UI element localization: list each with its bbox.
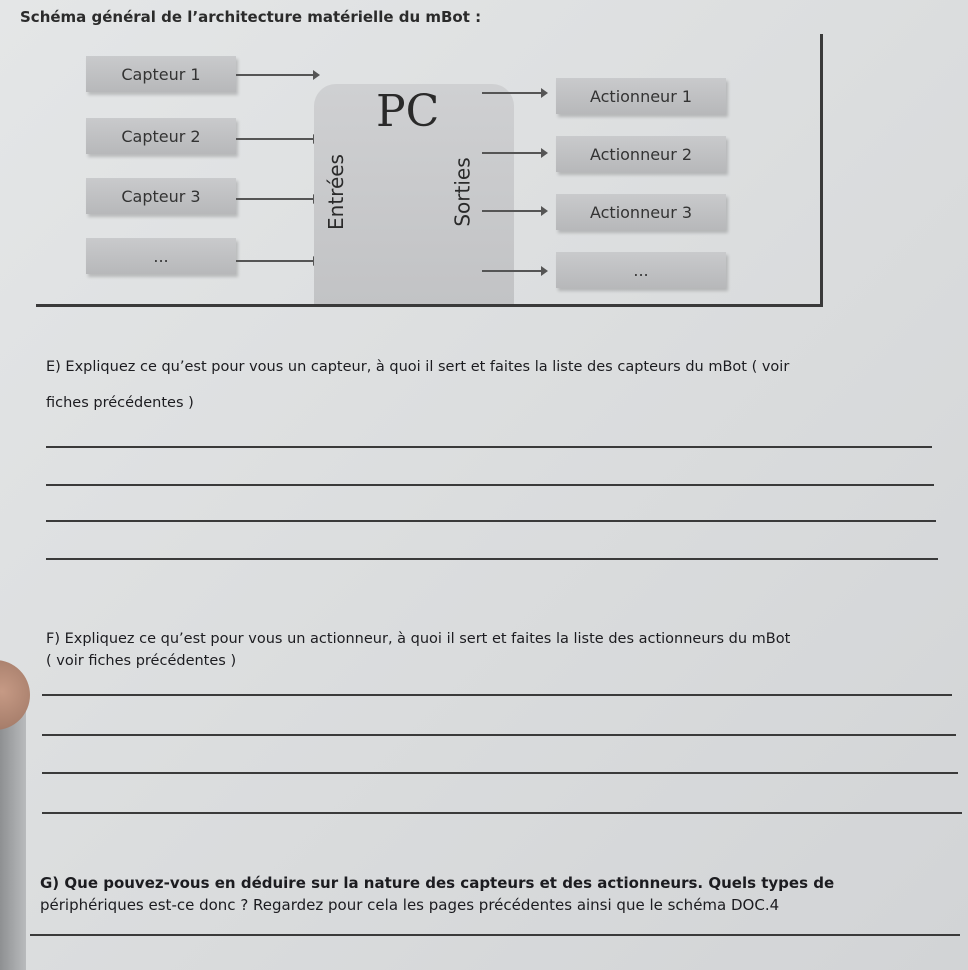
answer-line-e-4[interactable] [46, 558, 938, 560]
answer-line-f-3[interactable] [42, 772, 958, 774]
underlying-sheet-edge [0, 690, 26, 970]
output-arrow-3 [482, 210, 546, 212]
answer-line-f-1[interactable] [42, 694, 952, 696]
architecture-diagram [36, 34, 823, 307]
output-arrow-2 [482, 152, 546, 154]
output-arrow-4 [482, 270, 546, 272]
pc-label: PC [376, 86, 440, 137]
input-arrow-2 [236, 138, 318, 140]
inputs-label: Entrées [323, 154, 348, 230]
answer-line-e-1[interactable] [46, 446, 932, 448]
input-box-2: Capteur 2 [86, 118, 236, 154]
output-box-3: Actionneur 3 [556, 194, 726, 230]
question-g [40, 872, 834, 916]
output-box-1: Actionneur 1 [556, 78, 726, 114]
output-box-4: ... [556, 252, 726, 288]
diagram-title: Schéma général de l’architecture matérielle du mBot : [20, 8, 482, 26]
question-g-line-1: G) Que pouvez-vous en déduire sur la nature des capteurs et des actionneurs. Quels types de [40, 874, 835, 892]
input-box-4: ... [86, 238, 236, 274]
answer-line-f-4[interactable] [42, 812, 962, 814]
input-arrow-1 [236, 74, 318, 76]
answer-line-e-3[interactable] [46, 520, 936, 522]
output-box-2: Actionneur 2 [556, 136, 726, 172]
input-arrow-4 [236, 260, 318, 262]
question-f-line-2: ( voir fiches précédentes ) [46, 653, 237, 669]
answer-line-e-2[interactable] [46, 484, 934, 486]
question-e-line-1: E) Expliquez ce qu’est pour vous un capteur, à quoi il sert et faites la liste des capteurs du mBot ( voir [46, 359, 790, 375]
input-arrow-3 [236, 198, 318, 200]
output-arrow-1 [482, 92, 546, 94]
question-f-line-1: F) Expliquez ce qu’est pour vous un actionneur, à quoi il sert et faites la liste des actionneurs du mBot [46, 631, 791, 647]
answer-line-f-2[interactable] [42, 734, 956, 736]
outputs-label: Sorties [450, 157, 475, 227]
answer-line-g-1[interactable] [30, 934, 960, 936]
question-f [46, 628, 790, 672]
question-g-line-2: périphériques est-ce donc ? Regardez pour cela les pages précédentes ainsi que le schéma DOC.4 [40, 896, 780, 914]
question-e-line-2: fiches précédentes ) [46, 395, 194, 411]
question-e [46, 356, 789, 414]
input-box-1: Capteur 1 [86, 56, 236, 92]
input-box-3: Capteur 3 [86, 178, 236, 214]
